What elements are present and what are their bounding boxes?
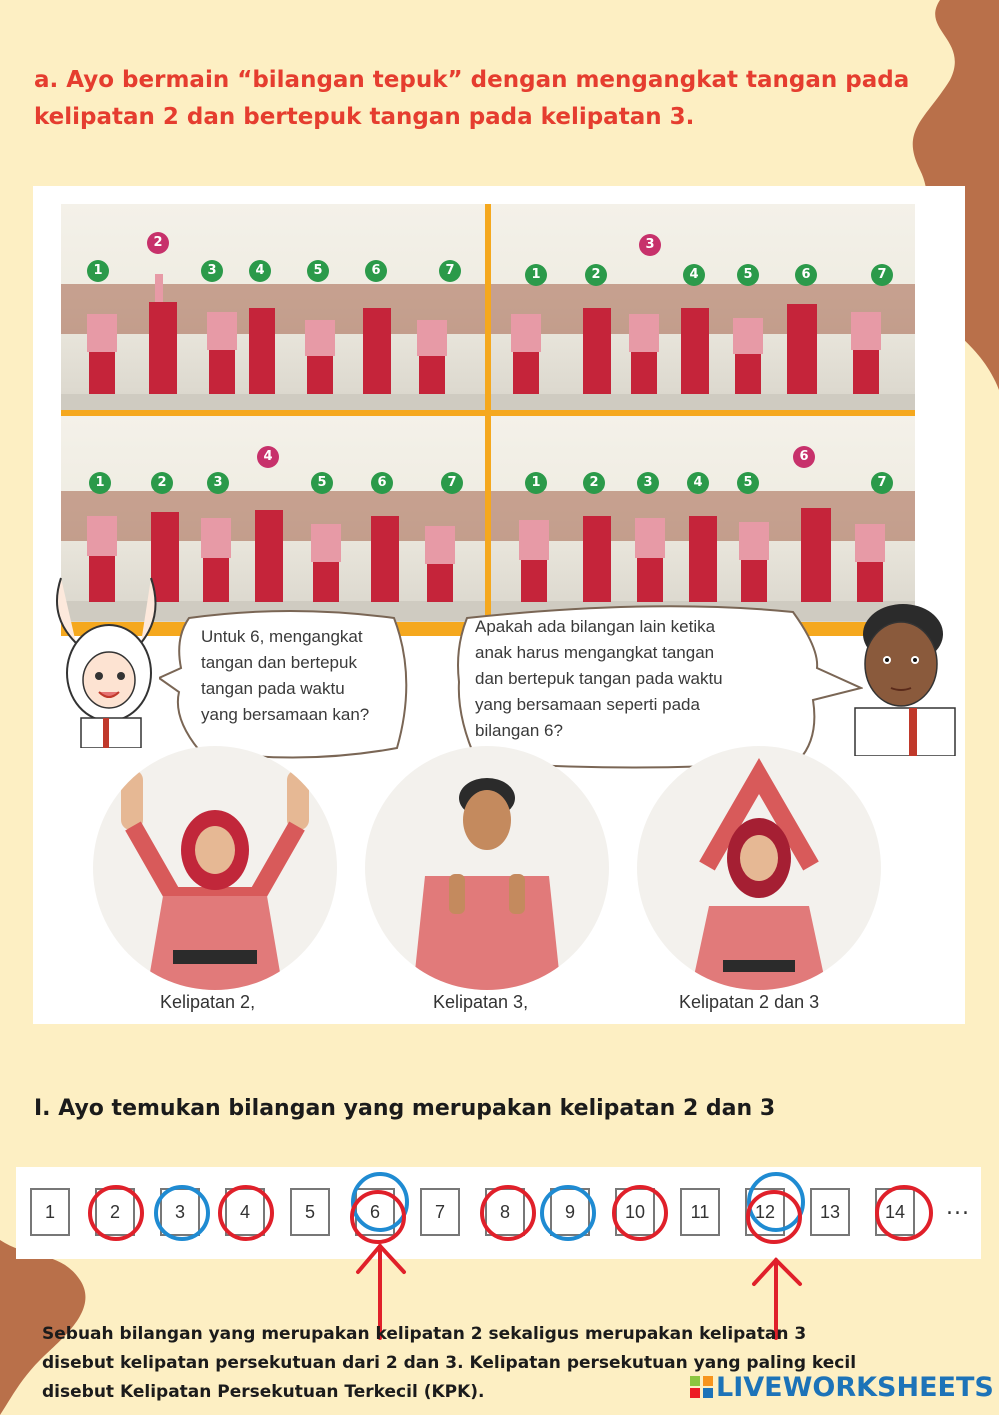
number-box: 6 (355, 1188, 395, 1236)
photo-hands-together (637, 746, 881, 990)
activity-heading: a. Ayo bermain “bilangan tepuk” dengan mengangkat tangan pada kelipatan 2 dan bertepuk tangan pada kelipatan 3. (34, 67, 910, 130)
badge-7: 7 (439, 260, 461, 282)
scene-4 (491, 416, 915, 622)
number-box: 13 (810, 1188, 850, 1236)
badge-1: 1 (89, 472, 111, 494)
badge-2: 2 (147, 232, 169, 254)
badge-3: 3 (637, 472, 659, 494)
red-circle-6 (352, 1192, 404, 1242)
badge-3: 3 (207, 472, 229, 494)
liveworksheets-logo-icon (690, 1376, 714, 1398)
number-box: 2 (95, 1188, 135, 1236)
scene-2 (491, 204, 915, 410)
red-circle-8 (482, 1187, 534, 1239)
badge-1: 1 (525, 472, 547, 494)
girl-raising-hands-figure (93, 746, 337, 990)
badge-2: 2 (151, 472, 173, 494)
caption-multiple-3: Kelipatan 3, (433, 992, 529, 1012)
badge-6: 6 (795, 264, 817, 286)
blue-circle-9 (542, 1187, 594, 1239)
red-circle-4 (220, 1187, 272, 1239)
number-box: 10 (615, 1188, 655, 1236)
badge-6: 6 (793, 446, 815, 468)
badge-7: 7 (871, 264, 893, 286)
number-box: 12 (745, 1188, 785, 1236)
red-circle-12 (748, 1192, 800, 1242)
scene-1 (61, 204, 485, 410)
scene-4-children (491, 416, 915, 622)
bubble-right-text: Apakah ada bilangan lain ketika anak harus mengangkat tangan dan bertepuk tangan pada waktu yang bersamaan seperti pada bilangan 6? (475, 617, 723, 740)
scene-1-children (61, 204, 485, 410)
badge-3: 3 (639, 234, 661, 256)
bubble-left-text: Untuk 6, mengangkat tangan dan bertepuk tangan pada waktu yang bersamaan kan? (201, 627, 370, 724)
red-circle-10 (614, 1187, 666, 1239)
photo-raising-hands (93, 746, 337, 990)
illustration-panel (33, 186, 965, 1024)
kpk-definition: Sebuah bilangan yang merupakan kelipatan 2 sekaligus merupakan kelipatan 3 disebut kelipatan persekutuan dari 2 dan 3. Kelipatan persekutuan yang paling kecil disebut Kelipatan Persekutuan Terkecil (KPK). (42, 1324, 857, 1402)
number-box: 4 (225, 1188, 265, 1236)
number-box: 3 (160, 1188, 200, 1236)
badge-6: 6 (371, 472, 393, 494)
badge-1: 1 (87, 260, 109, 282)
ellipsis: ... (946, 1195, 970, 1220)
number-box: 14 (875, 1188, 915, 1236)
number-box: 8 (485, 1188, 525, 1236)
blue-circle-3 (156, 1187, 208, 1239)
photo-clapping (365, 746, 609, 990)
badge-2: 2 (583, 472, 605, 494)
caption-multiple-2: Kelipatan 2, (160, 992, 256, 1012)
badge-1: 1 (525, 264, 547, 286)
number-box: 11 (680, 1188, 720, 1236)
girl-hands-together-figure (637, 746, 881, 990)
badge-3: 3 (201, 260, 223, 282)
badge-2: 2 (585, 264, 607, 286)
badge-6: 6 (365, 260, 387, 282)
badge-4: 4 (683, 264, 705, 286)
scene-2-children (491, 204, 915, 410)
badge-5: 5 (311, 472, 333, 494)
badge-5: 5 (307, 260, 329, 282)
badge-4: 4 (257, 446, 279, 468)
badge-4: 4 (687, 472, 709, 494)
liveworksheets-logo: LIVEWORKSHEETS (690, 1372, 994, 1403)
caption-multiple-2-and-3: Kelipatan 2 dan 3 (679, 992, 820, 1012)
multiple-markings (0, 1160, 999, 1340)
red-circle-2 (90, 1187, 142, 1239)
badge-7: 7 (441, 472, 463, 494)
section-title: I. Ayo temukan bilangan yang merupakan kelipatan 2 dan 3 (34, 1096, 776, 1121)
number-box: 1 (30, 1188, 70, 1236)
badge-7: 7 (871, 472, 893, 494)
badge-4: 4 (249, 260, 271, 282)
boy-clapping-figure (365, 746, 609, 990)
badge-5: 5 (737, 472, 759, 494)
red-circle-14 (877, 1187, 931, 1239)
badge-5: 5 (737, 264, 759, 286)
number-box: 7 (420, 1188, 460, 1236)
number-box: 5 (290, 1188, 330, 1236)
number-box: 9 (550, 1188, 590, 1236)
